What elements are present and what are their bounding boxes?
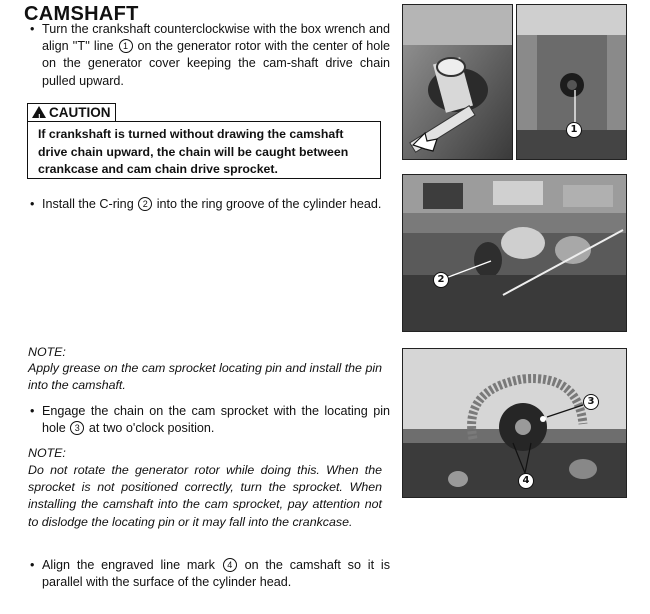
caution-box: If crankshaft is turned without drawing the camshaft drive chain upward, the chain will be caught between crankcase and cam chain drive sprocket. [27,121,381,179]
bullet-mark: • [30,197,35,211]
step-4-text [30,557,390,591]
caution-label-text: CAUTION [49,105,111,120]
bullet-mark: • [30,22,35,36]
note-2-body: Do not rotate the generator rotor while doing this. When the sprocket is not positioned correctly, turn the sprocket. When installing the camshaft into the cam sprocket, pay attention not to dislodge the locating pin or it may fall into the crankcase. [28,463,382,529]
step-4 [30,557,390,591]
note-1-body: Apply grease on the cam sprocket locating pin and install the pin into the camshaft. [28,361,382,393]
step-3-text-b: at two o'clock position. [88,421,215,436]
note-1-heading: NOTE: [28,345,66,359]
step-2-text-b: into the ring groove of the cylinder head. [156,197,382,211]
step-4-text-a: Align the engraved line mark [42,558,215,572]
note-2-heading: NOTE: [28,446,66,460]
photo-cam-sprocket [402,348,627,498]
box-wrench-photo-graphic [403,5,512,159]
warning-triangle-icon [32,106,46,122]
cam-sprocket-photo-graphic [403,349,626,497]
step-2 [30,196,390,213]
ref-number-1: 1 [119,39,133,53]
callout-3: 3 [583,394,599,410]
cylinder-head-photo-graphic [403,175,626,331]
step-1 [30,21,390,90]
step-3-text [30,403,390,437]
step-1-text [30,21,390,90]
caution-label [27,103,116,122]
photo-c-ring [402,174,627,332]
step-3 [30,403,390,437]
photo-generator-t-line [516,4,627,160]
ref-number-3: 3 [70,421,84,435]
warning-glyph: ! [38,113,41,122]
photo-box-wrench [402,4,513,160]
step-4-text-b: on the camshaft so it is parallel with the surface of the cylinder head. [42,558,390,590]
page-title: CAMSHAFT [24,3,139,25]
step-1-text-b: on the generator rotor with the center of hole on the generator cover keeping the cam-shaft drive chain pulled upward. [42,39,391,88]
ref-number-4: 4 [223,558,237,572]
callout-4: 4 [518,473,534,489]
bullet-mark: • [30,558,35,572]
callout-2: 2 [433,272,449,288]
callout-1: 1 [566,122,582,138]
step-1-text-a: Turn the crankshaft counterclockwise with the box wrench and align ''T'' line [42,22,390,54]
ref-number-2: 2 [138,197,152,211]
step-2-text-a: Install the C-ring [42,197,134,211]
bullet-mark: • [30,404,35,418]
step-2-text [30,196,390,213]
step-3-text-a: Engage the chain on the cam sprocket with the locating pin hole [42,404,390,436]
